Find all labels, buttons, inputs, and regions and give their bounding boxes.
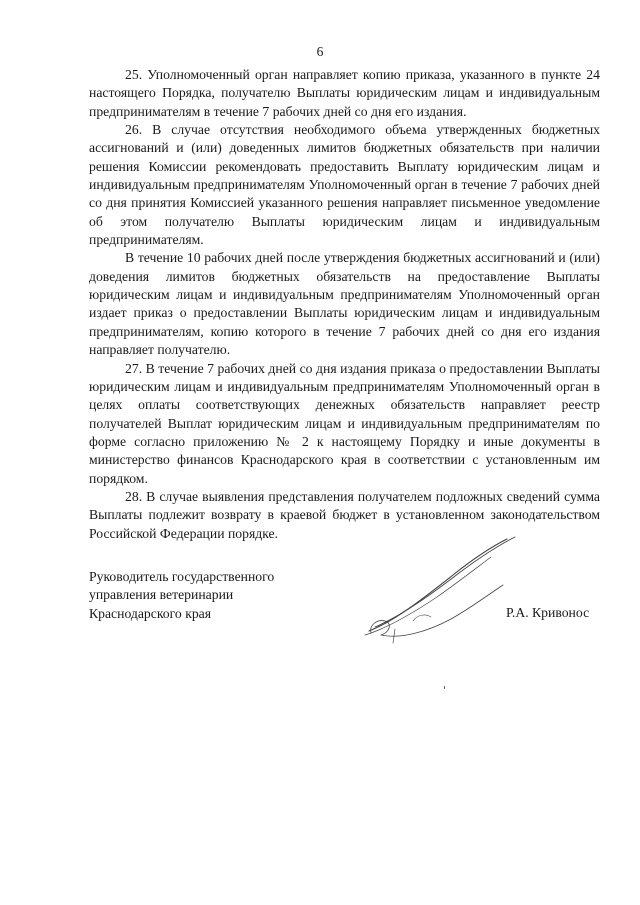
signatory-title-line: управления ветеринарии <box>89 587 234 603</box>
handwritten-signature <box>355 535 525 645</box>
signatory-title-line: Краснодарского края <box>89 605 212 621</box>
scan-speck <box>444 686 445 689</box>
paragraph-26: 26. В случае отсутствия необходимого объема утвержденных бюджетных ассигнований и (или) доведенных лимитов бюджетных обязательств при наличии решения Комиссии рекомендовать предоставить Выплату юридическим лицам и индивидуальным предпринимателям Уполномоченный орган в течение 7 рабочих дней со дня принятия Комиссией указанного решения направляет письменное уведомление об этом получателю Выплаты юридическим лицам и индивидуальным предпринимателям. <box>89 122 600 248</box>
page-number: 6 <box>316 44 324 59</box>
signatory-title <box>89 568 274 623</box>
signatory-title-line: Руководитель государственного <box>89 569 275 584</box>
document-body <box>89 66 600 543</box>
signatory-name: Р.А. Кривонос <box>506 605 590 620</box>
paragraph-27: 27. В течение 7 рабочих дней со дня издания приказа о предоставлении Выплаты юридическим лицам и индивидуальным предпринимателям Уполномоченный орган в целях оплаты соответствующих денежных обязательств направляет реестр получателей Выплат юридическим лицам и индивидуальным предпринимателям по форме согласно приложению № 2 к настоящему Порядку и иные документы в министерство финансов Краснодарского края в соответствии с установленным им порядком. <box>89 360 600 486</box>
paragraph-25: 25. Уполномоченный орган направляет копию приказа, указанного в пункте 24 настоящего Порядка, получателю Выплаты юридическим лицам и индивидуальным предпринимателям в течение 7 рабочих дней со дня его издания. <box>89 67 600 119</box>
paragraph-28: 28. В случае выявления представления получателем подложных сведений сумма Выплаты подлежит возврату в краевой бюджет в установленном законодательством Российской Федерации порядке. <box>89 488 600 541</box>
paragraph-26-continued: В течение 10 рабочих дней после утверждения бюджетных ассигнований и (или) доведения лимитов бюджетных обязательств на предоставление Выплаты юридическим лицам и индивидуальным предпринимателям Уполномоченный орган издает приказ о предоставлении Выплаты юридическим лицам и индивидуальным предпринимателям, копию которого в течение 7 рабочих дней со дня его издания направляет получателю. <box>89 250 600 358</box>
